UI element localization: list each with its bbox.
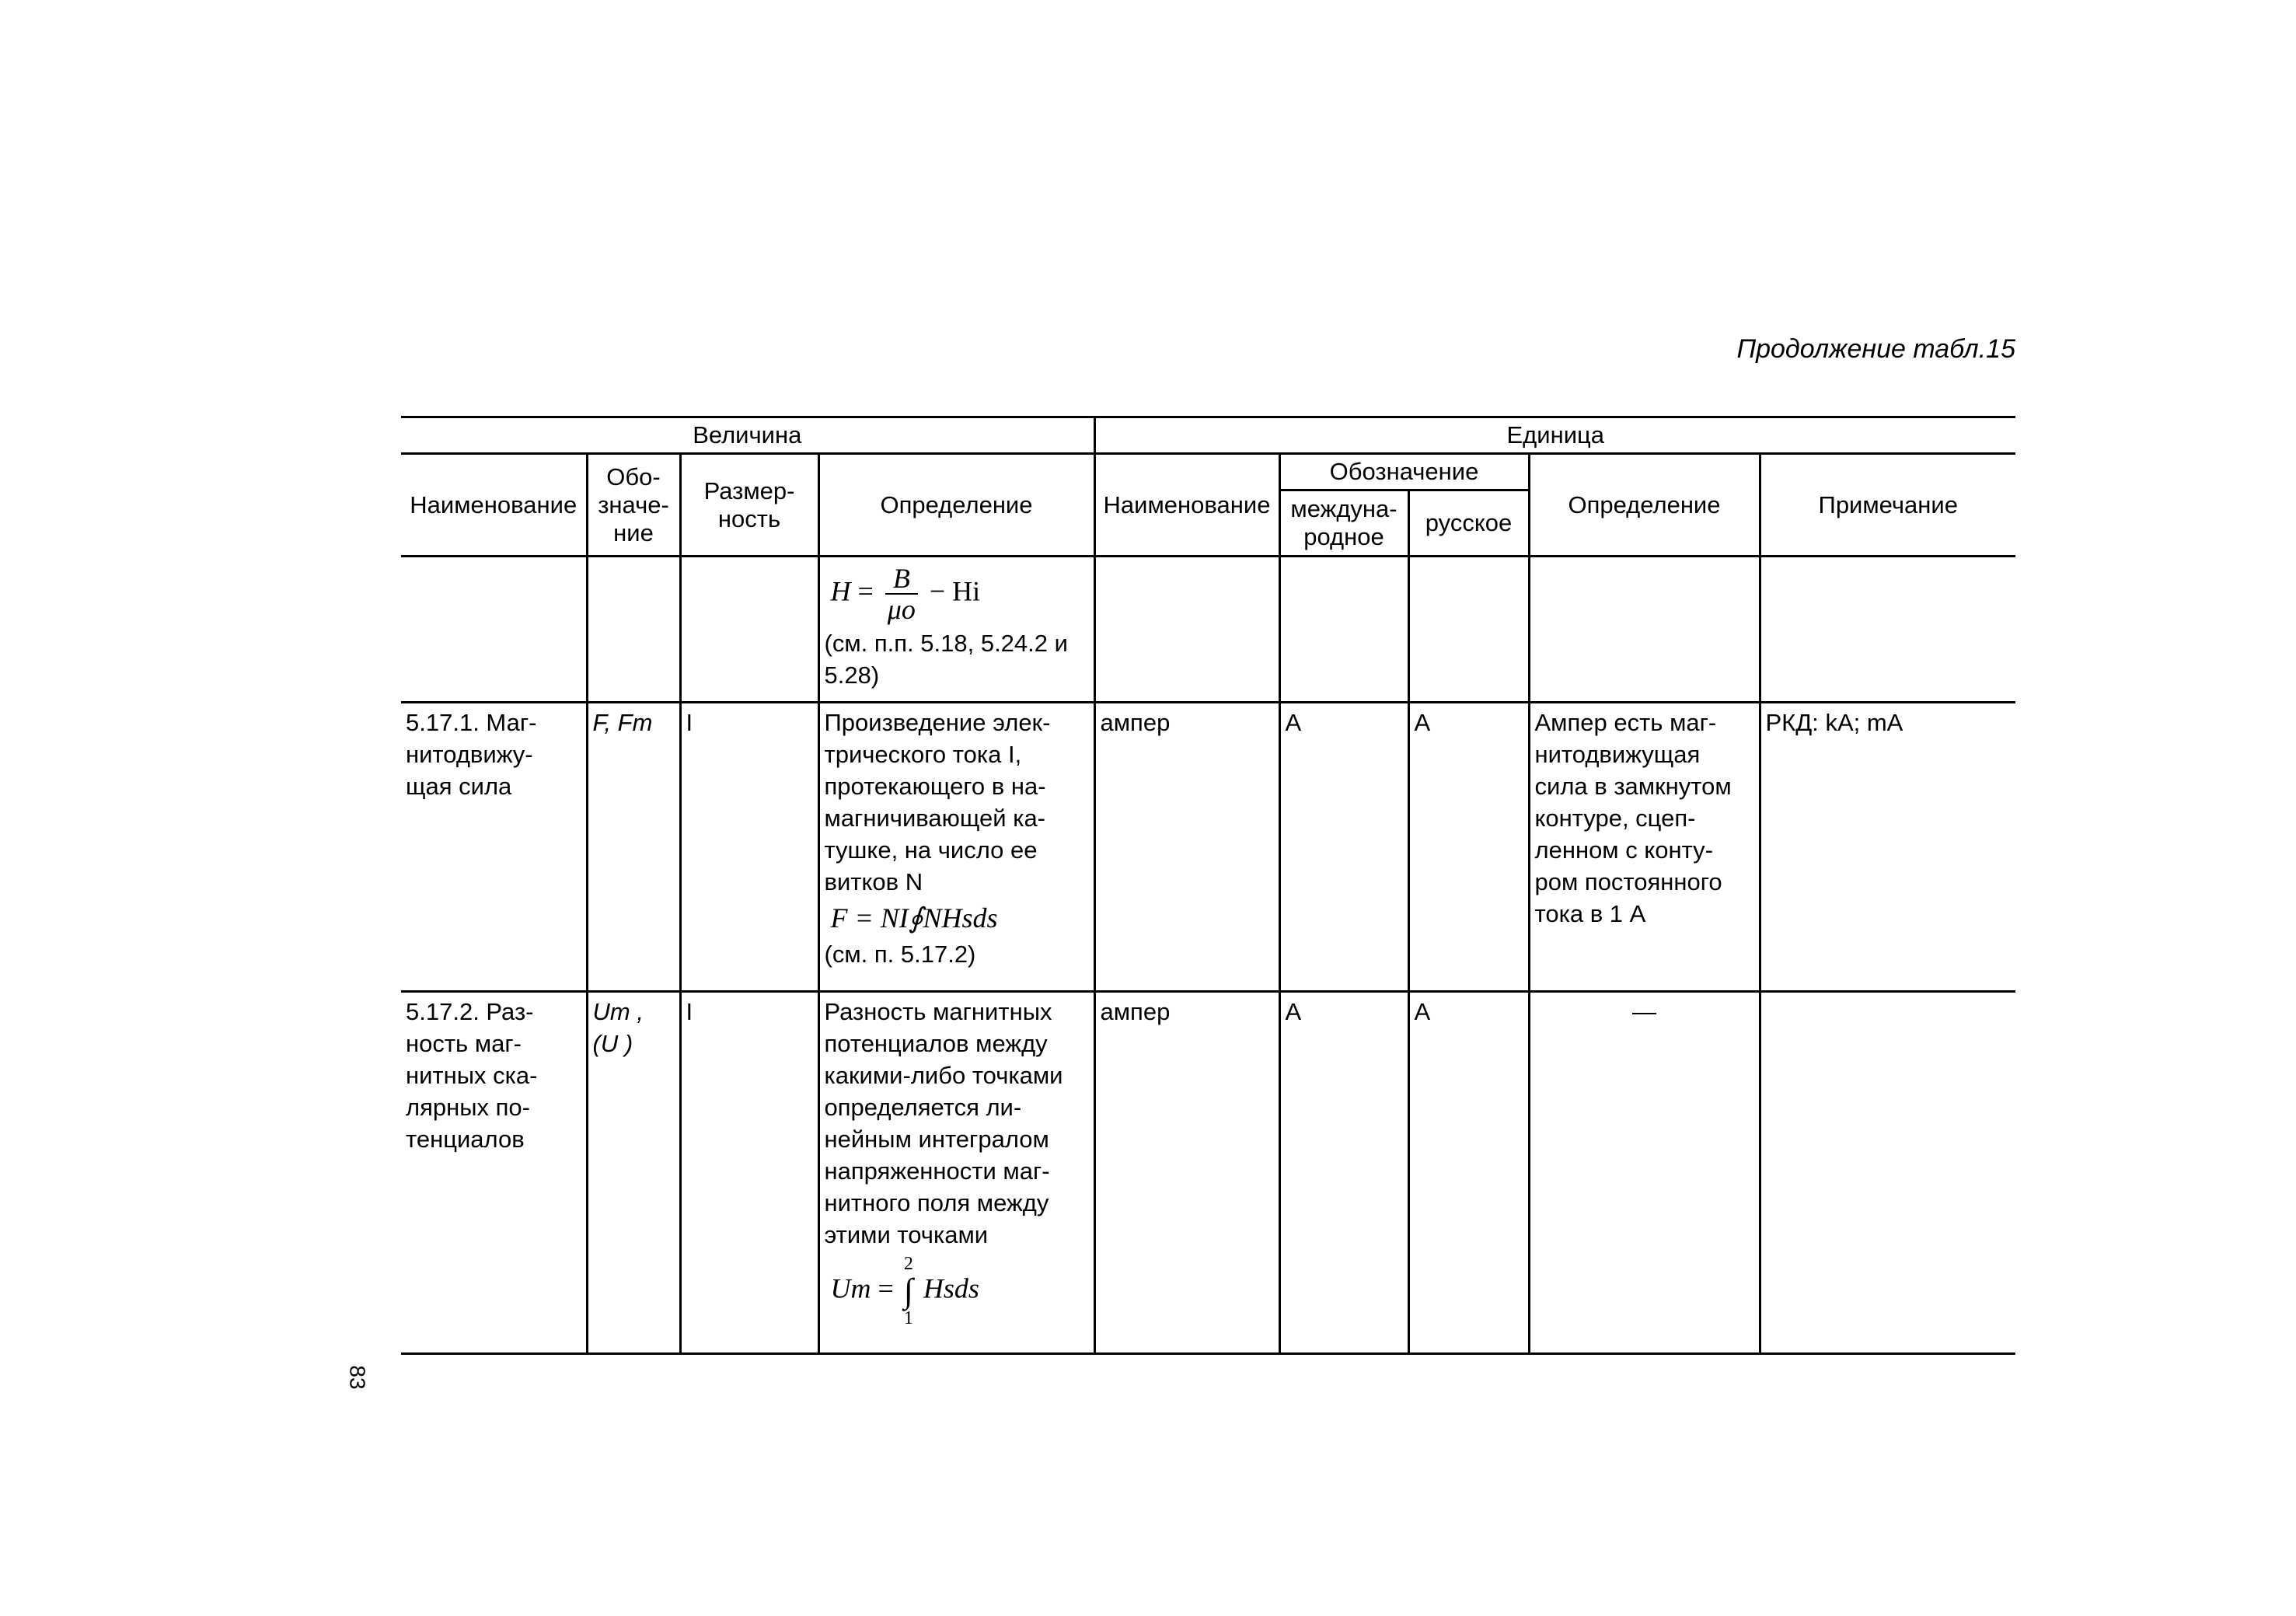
note: РКД: kA; mA xyxy=(1760,703,2015,992)
quantity-symbol: Um , (U ) xyxy=(587,992,680,1354)
header-unit-name: Наименование xyxy=(1094,454,1279,557)
cell-empty xyxy=(401,557,587,703)
quantity-dimension: I xyxy=(680,703,818,992)
unit-definition: Ампер есть маг- нитодвижущая сила в замкнутом контуре, сцеп- ленном с конту- ром постоянного тока в 1 А xyxy=(1529,703,1760,992)
header-quantity-symbol: Обо- значе- ние xyxy=(587,454,680,557)
integral-sign: 2 ∫ 1 xyxy=(903,1254,913,1328)
definition-text: Произведение элек- трического тока I, протекающего в на- магничивающей ка- тушке, на число ее витков N xyxy=(824,709,1051,895)
cell-empty xyxy=(1529,557,1760,703)
header-unit-symbol: Обозначение xyxy=(1279,454,1529,490)
unit-name: ампер xyxy=(1094,703,1279,992)
header-row-columns-1 xyxy=(401,454,2015,490)
header-quantity-dimension: Размер- ность xyxy=(680,454,818,557)
header-quantity-name: Наименование xyxy=(401,454,587,557)
cell-empty xyxy=(1408,557,1529,703)
quantity-dimension: I xyxy=(680,992,818,1354)
header-unit-definition: Определение xyxy=(1529,454,1760,557)
formula-field-strength: H = $\frac{B}{\mu o}$ − Hi xyxy=(830,563,981,625)
header-unit-symbol-russian: русское xyxy=(1408,490,1529,557)
cell-definition xyxy=(818,992,1094,1354)
header-note: Примечание xyxy=(1760,454,2015,557)
quantity-name: 5.17.2. Раз- ность маг- нитных ска- лярных по- тенциалов xyxy=(401,992,587,1354)
cell-empty xyxy=(680,557,818,703)
unit-symbol-russian: А xyxy=(1408,703,1529,992)
unit-definition: — xyxy=(1529,992,1760,1354)
unit-symbol-international: A xyxy=(1279,992,1408,1354)
formula-mmf: F = NI∮NHsds xyxy=(830,902,998,934)
note xyxy=(1760,992,2015,1354)
quantities-table xyxy=(401,416,2015,1355)
table-row xyxy=(401,992,2015,1354)
cell-definition xyxy=(818,557,1094,703)
formula-potential-difference: Um = 2 ∫ 1 Hsds xyxy=(830,1254,979,1328)
reference-text: (см. п. 5.17.2) xyxy=(824,941,976,968)
page-number: 83 xyxy=(345,1365,370,1390)
unit-symbol-international: A xyxy=(1279,703,1408,992)
cell-definition xyxy=(818,703,1094,992)
table-row xyxy=(401,703,2015,992)
fraction: $\frac{B}{\mu o}$ xyxy=(885,564,918,624)
quantity-name: 5.17.1. Маг- нитодвижу- щая сила xyxy=(401,703,587,992)
cell-empty xyxy=(1279,557,1408,703)
reference-text: (см. п.п. 5.18, 5.24.2 и 5.28) xyxy=(824,630,1068,689)
cell-empty xyxy=(1760,557,2015,703)
table-continuation-caption: Продолжение табл.15 xyxy=(1736,334,2015,364)
unit-name: ампер xyxy=(1094,992,1279,1354)
definition-text: Разность магнитных потенциалов между какими-либо точками определяется ли- нейным интегралом напряженности маг- нитного поля между этими точками xyxy=(824,998,1063,1248)
quantity-symbol: F, Fm xyxy=(587,703,680,992)
header-row-groups xyxy=(401,417,2015,454)
cell-empty xyxy=(587,557,680,703)
header-unit-symbol-international: междуна- родное xyxy=(1279,490,1408,557)
header-quantity-definition: Определение xyxy=(818,454,1094,557)
cell-empty xyxy=(1094,557,1279,703)
header-unit: Единица xyxy=(1094,417,2015,454)
table-row xyxy=(401,557,2015,703)
unit-symbol-russian: А xyxy=(1408,992,1529,1354)
header-quantity: Величина xyxy=(401,417,1094,454)
